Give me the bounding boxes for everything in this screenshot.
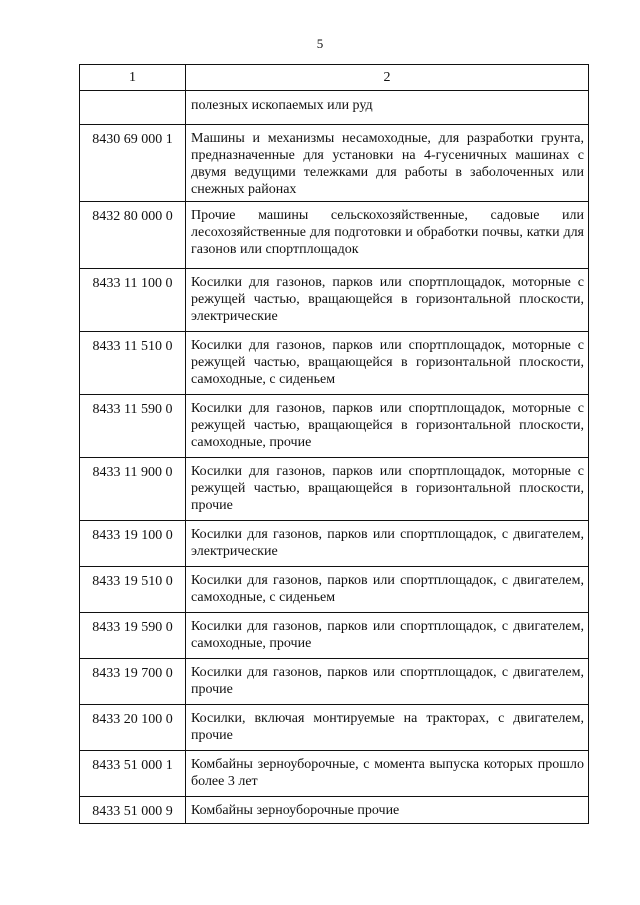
page-number: 5 [316,36,324,51]
row-code [80,91,186,125]
table-row [80,613,589,659]
row-code: 8433 11 510 0 [80,332,186,395]
row-description: Комбайны зерноуборочные прочие [186,797,589,824]
table-row [80,659,589,705]
row-code: 8433 51 000 1 [80,751,186,797]
row-description: Косилки для газонов, парков или спортплощадок, с двигателем, самоходные, прочие [186,613,589,659]
codes-table [79,64,589,824]
row-description: Комбайны зерноуборочные, с момента выпуска которых прошло более 3 лет [186,751,589,797]
table-row [80,797,589,824]
row-code: 8433 11 100 0 [80,269,186,332]
table-row [80,125,589,202]
row-description: Косилки для газонов, парков или спортплощадок, моторные с режущей частью, вращающейся в горизонтальной плоскости, прочие [186,458,589,521]
table-row [80,395,589,458]
row-description: Прочие машины сельскохозяйственные, садовые или лесохозяйственные для подготовки и обработки почвы, катки для газонов или спортплощадок [186,202,589,269]
row-code: 8433 19 700 0 [80,659,186,705]
row-code: 8433 19 590 0 [80,613,186,659]
table-row [80,751,589,797]
table-row [80,202,589,269]
row-description: Машины и механизмы несамоходные, для разработки грунта, предназначенные для установки на 4-гусеничных машинах с двумя ведущими тележками для работы в заболоченных или снежных районах [186,125,589,202]
row-description: Косилки для газонов, парков или спортплощадок, с двигателем, прочие [186,659,589,705]
table-header-row [80,65,589,91]
table-row [80,332,589,395]
continuation-row [80,91,589,125]
row-description: полезных ископаемых или руд [186,91,589,125]
row-code: 8430 69 000 1 [80,125,186,202]
row-description: Косилки для газонов, парков или спортплощадок, с двигателем, электрические [186,521,589,567]
row-code: 8433 11 900 0 [80,458,186,521]
table-row [80,521,589,567]
table-row [80,458,589,521]
row-description: Косилки для газонов, парков или спортплощадок, с двигателем, самоходные, с сиденьем [186,567,589,613]
row-code: 8433 11 590 0 [80,395,186,458]
table-row [80,269,589,332]
column-header-1: 1 [80,65,186,91]
table-row [80,567,589,613]
row-code: 8433 19 510 0 [80,567,186,613]
row-description: Косилки для газонов, парков или спортплощадок, моторные с режущей частью, вращающейся в горизонтальной плоскости, самоходные, с сиденьем [186,332,589,395]
column-header-2: 2 [186,65,589,91]
row-code: 8432 80 000 0 [80,202,186,269]
row-code: 8433 51 000 9 [80,797,186,824]
row-description: Косилки для газонов, парков или спортплощадок, моторные с режущей частью, вращающейся в горизонтальной плоскости, электрические [186,269,589,332]
row-code: 8433 20 100 0 [80,705,186,751]
row-description: Косилки для газонов, парков или спортплощадок, моторные с режущей частью, вращающейся в горизонтальной плоскости, самоходные, прочие [186,395,589,458]
row-code: 8433 19 100 0 [80,521,186,567]
table-row [80,705,589,751]
row-description: Косилки, включая монтируемые на тракторах, с двигателем, прочие [186,705,589,751]
